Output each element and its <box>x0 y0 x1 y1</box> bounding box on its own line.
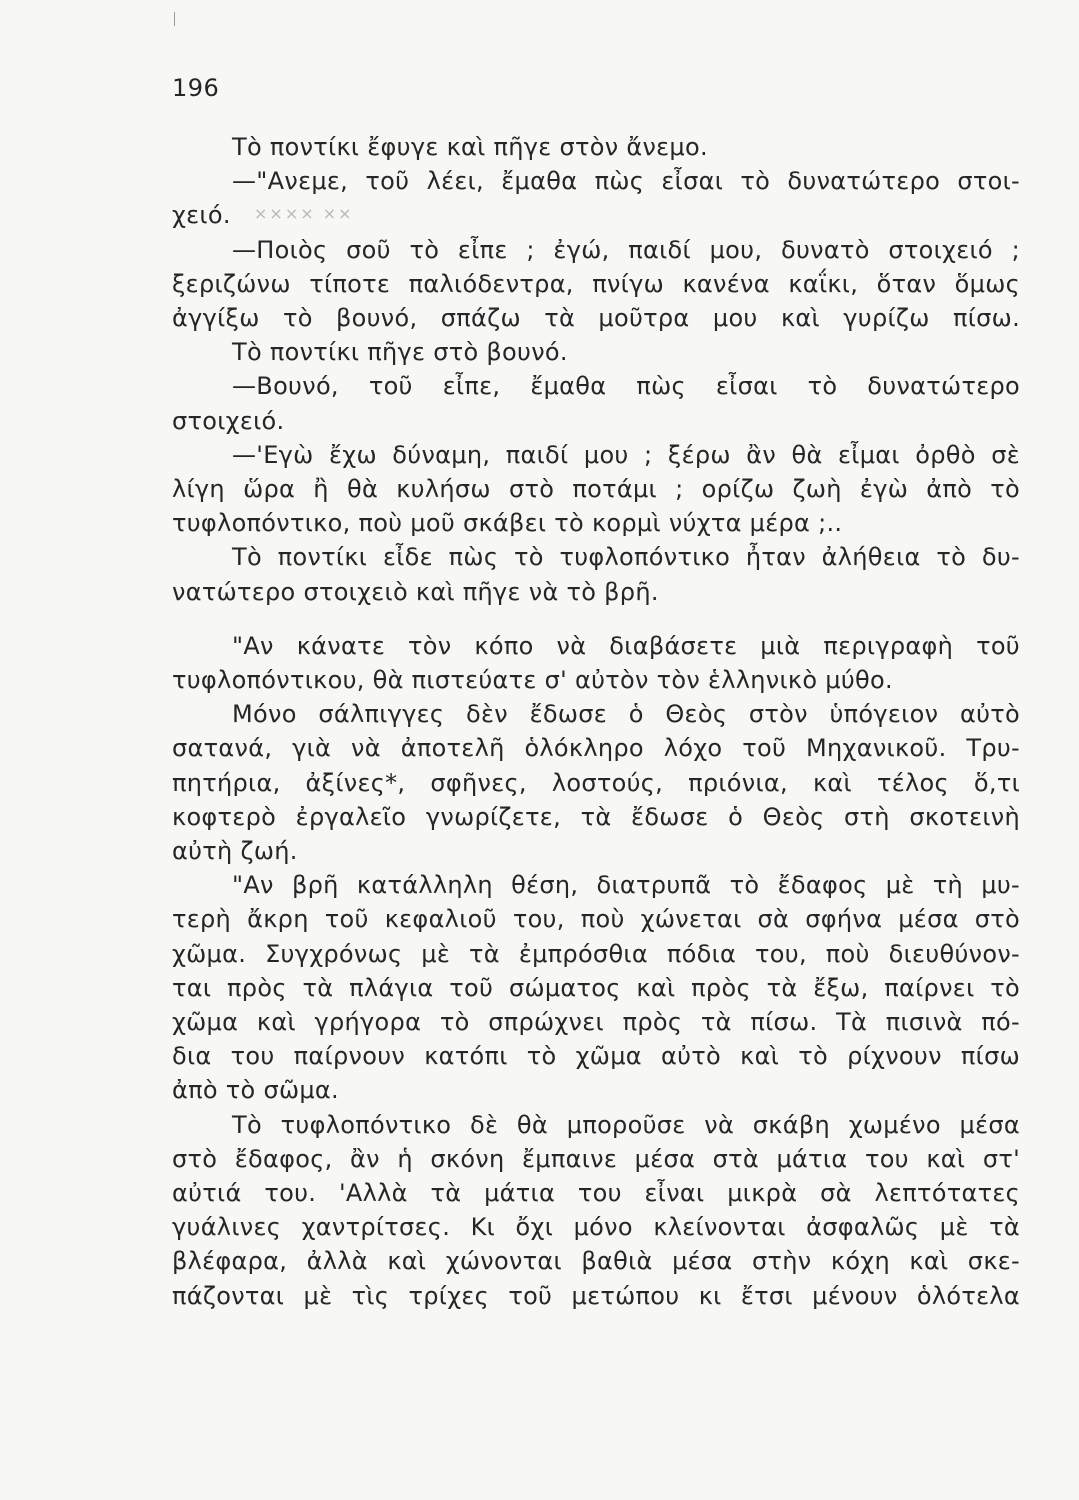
text-line: Μόνο σάλπιγγες δὲν ἔδωσε ὁ Θεὸς στὸν ὑπόγειον αὐτὸ <box>232 700 1020 729</box>
text-line: στὸ ἔδαφος, ἂν ἡ σκόνη ἔμπαινε μέσα στὰ μάτια του καὶ στ' <box>172 1144 1020 1173</box>
text-line: —"Ανεμε, τοῦ λέει, ἔμαθα πὼς εἶσαι τὸ δυνατώτερο στοι- <box>232 167 1020 196</box>
text-line: στοιχειό. <box>172 406 285 435</box>
text-line: πάζονται μὲ τὶς τρίχες τοῦ μετώπου κι ἔτσι μένουν ὁλότελα <box>172 1281 1020 1310</box>
text-line: ται πρὸς τὰ πλάγια τοῦ σώματος καὶ πρὸς τὰ ἔξω, παίρνει τὸ <box>172 973 1020 1002</box>
text-line: αὐτιά του. 'Αλλὰ τὰ μάτια του εἶναι μικρὰ σὰ λεπτότατες <box>172 1179 1020 1207</box>
text-line: κοφτερὸ ἐργαλεῖο γνωρίζετε, τὰ ἔδωσε ὁ Θεὸς στὴ σκοτεινὴ <box>172 802 1020 831</box>
text-line: τερὴ ἄκρη τοῦ κεφαλιοῦ του, ποὺ χώνεται σὰ σφήνα μέσα στὸ <box>172 905 1020 934</box>
text-line: ἀπὸ τὸ σῶμα. <box>172 1076 339 1105</box>
text-line: Τὸ τυφλοπόντικο δὲ θὰ μποροῦσε νὰ σκάβη χωμένο μέσα <box>232 1110 1020 1139</box>
scan-edge-mark <box>174 12 175 26</box>
text-line: βλέφαρα, ἀλλὰ καὶ χώνονται βαθιὰ μέσα στὴν κόχη καὶ σκε- <box>172 1247 1020 1276</box>
text-line: τυφλοπόντικο, ποὺ μοῦ σκάβει τὸ κορμὶ νύχτα μέρα ;.. <box>172 509 843 538</box>
text-line: ἀγγίξω τὸ βουνό, σπάζω τὰ μοῦτρα μου καὶ γυρίζω πίσω. <box>172 304 1020 332</box>
text-line: λίγη ὥρα ἢ θὰ κυλήσω στὸ ποτάμι ; ορίζω ζωὴ ἐγὼ ἀπὸ τὸ <box>172 475 1020 503</box>
text-line: ξεριζώνω τίποτε παλιόδεντρα, πνίγω κανένα καΐκι, ὅταν ὅμως <box>172 269 1020 298</box>
text-line: "Αν κάνατε τὸν κόπο νὰ διαβάσετε μιὰ περιγραφὴ τοῦ <box>232 631 1020 660</box>
text-line: —Ποιὸς σοῦ τὸ εἶπε ; ἐγώ, παιδί μου, δυνατὸ στοιχειό ; <box>232 235 1020 264</box>
text-line: —'Εγὼ ἔχω δύναμη, παιδί μου ; ξέρω ἂν θὰ εἶμαι ὀρθὸ σὲ <box>232 440 1020 469</box>
text-line: Τὸ ποντίκι πῆγε στὸ βουνό. <box>232 338 568 367</box>
text-line: Τὸ ποντίκι ἔφυγε καὶ πῆγε στὸν ἄνεμο. <box>232 133 708 161</box>
text-line: αὐτὴ ζωή. <box>172 837 298 865</box>
stray-pen-marks: ×××× ×× <box>254 204 354 223</box>
text-line: δια του παίρνουν κατόπι τὸ χῶμα αὐτὸ καὶ τὸ ρίχνουν πίσω <box>172 1042 1020 1071</box>
page-number: 196 <box>172 74 220 102</box>
text-line: —Βουνό, τοῦ εἶπε, ἔμαθα πὼς εἶσαι τὸ δυνατώτερο <box>232 372 1020 401</box>
text-line: "Αν βρῆ κατάλληλη θέση, διατρυπᾶ τὸ ἔδαφος μὲ τὴ μυ- <box>232 871 1020 900</box>
text-line: νατώτερο στοιχειὸ καὶ πῆγε νὰ τὸ βρῆ. <box>172 577 659 606</box>
text-line: πητήρια, ἀξίνες*, σφῆνες, λοστούς, πριόνια, καὶ τέλος ὅ,τι <box>172 768 1020 797</box>
text-line: Τὸ ποντίκι εἶδε πὼς τὸ τυφλοπόντικο ἦταν ἀλήθεια τὸ δυ- <box>232 543 1020 572</box>
text-line: τυφλοπόντικου, θὰ πιστεύατε σ' αὐτὸν τὸν ἑλληνικὸ μύθο. <box>172 666 893 694</box>
text-line: σατανά, γιὰ νὰ ἀποτελῆ ὁλόκληρο λόχο τοῦ Μηχανικοῦ. Τρυ- <box>172 734 1020 763</box>
text-line: χῶμα. Συγχρόνως μὲ τὰ ἐμπρόσθια πόδια του, ποὺ διευθύνον- <box>172 939 1020 968</box>
text-line: γυάλινες χαντρίτσες. Κι ὄχι μόνο κλείνονται ἀσφαλῶς μὲ τὰ <box>172 1213 1020 1242</box>
text-line: χῶμα καὶ γρήγορα τὸ σπρώχνει πρὸς τὰ πίσω. Τὰ πισινὰ πό- <box>172 1008 1020 1036</box>
text-line: χειό. <box>172 201 231 230</box>
